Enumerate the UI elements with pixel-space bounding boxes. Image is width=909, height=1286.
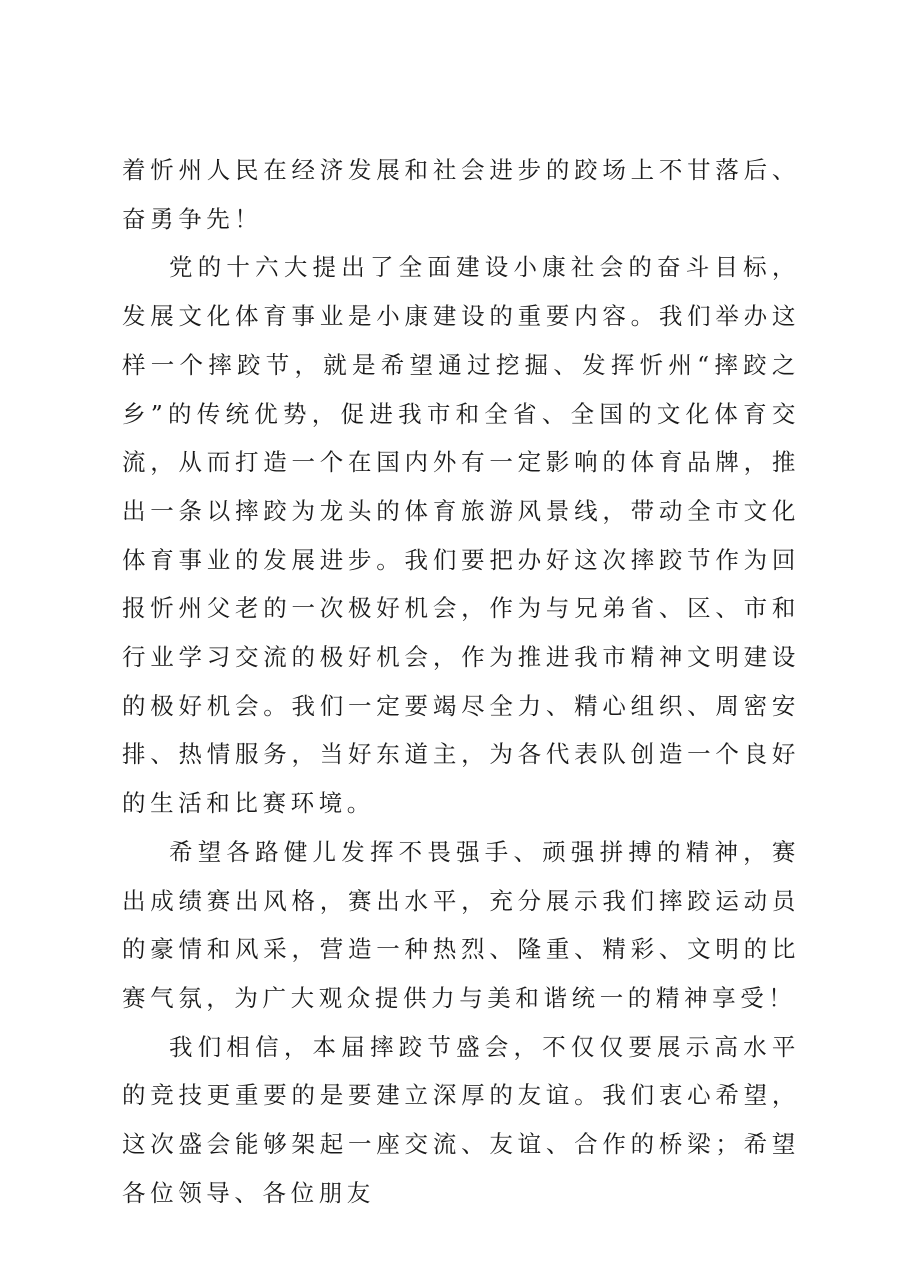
paragraph-1: 着忻州人民在经济发展和社会进步的跤场上不甘落后、奋勇争先！ — [122, 156, 800, 233]
document-body — [122, 146, 800, 1217]
paragraph-2: 党的十六大提出了全面建设小康社会的奋斗目标，发展文化体育事业是小康建设的重要内容。我们举办这样一个摔跤节，就是希望通过挖掘、发挥忻州“摔跤之乡”的传统优势，促进我市和全省、全国的文化体育交流，从而打造一个在国内外有一定影响的体育品牌，推出一条以摔跤为龙头的体育旅游风景线，带动全市文化体育事业的发展进步。我们要把办好这次摔跤节作为回报忻州父老的一次极好机会，作为与兄弟省、区、市和行业学习交流的极好机会，作为推进我市精神文明建设的极好机会。我们一定要竭尽全力、精心组织、周密安排、热情服务，当好东道主，为各代表队创造一个良好的生活和比赛环境。 — [122, 253, 800, 818]
paragraph-3: 希望各路健儿发挥不畏强手、顽强拼搏的精神，赛出成绩赛出风格，赛出水平，充分展示我们摔跤运动员的豪情和风采，营造一种热烈、隆重、精彩、文明的比赛气氛，为广大观众提供力与美和谐统一的精神享受！ — [122, 837, 800, 1012]
paragraph-4: 我们相信，本届摔跤节盛会，不仅仅要展示高水平的竞技更重要的是要建立深厚的友谊。我们衷心希望，这次盛会能够架起一座交流、友谊、合作的桥梁；希望各位领导、各位朋友 — [122, 1032, 800, 1207]
